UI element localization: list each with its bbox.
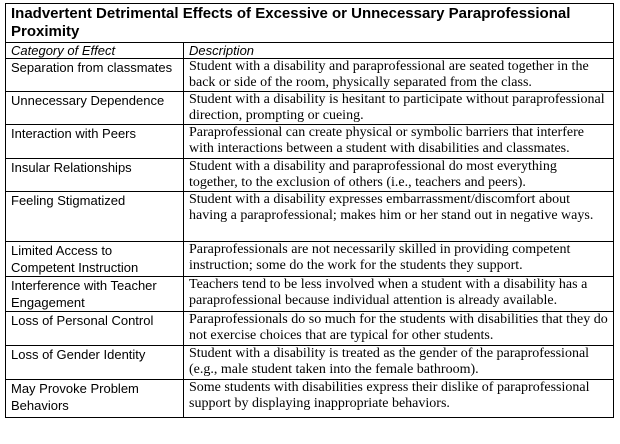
description-cell: Student with a disability expresses embarrassment/discomfort about having a paraprofessional; makes him or her stand out in negative ways. [184, 192, 614, 242]
description-cell: Student with a disability is hesitant to participate without paraprofessional direction, prompting or cueing. [184, 92, 614, 125]
table-row [6, 192, 614, 242]
table-row [6, 277, 614, 312]
category-cell: Feeling Stigmatized [6, 192, 184, 242]
table-row [6, 59, 614, 92]
description-cell: Paraprofessionals are not necessarily skilled in providing competent instruction; some do the work for the students they support. [184, 242, 614, 277]
description-cell: Paraprofessional can create physical or symbolic barriers that interfere with interactions between a student with disabilities and classmates. [184, 125, 614, 159]
table-row [6, 346, 614, 380]
effects-table [5, 3, 614, 418]
category-cell: Limited Access to Competent Instruction [6, 242, 184, 277]
table-title: Inadvertent Detrimental Effects of Excessive or Unnecessary Paraprofessional Proximity [6, 4, 614, 43]
table-row [6, 159, 614, 192]
table-header-row [6, 43, 614, 59]
category-cell: May Provoke Problem Behaviors [6, 380, 184, 418]
table-row [6, 242, 614, 277]
description-cell: Student with a disability is treated as the gender of the paraprofessional (e.g., male student taken into the female bathroom). [184, 346, 614, 380]
table-title-row [6, 4, 614, 43]
category-cell: Interference with Teacher Engagement [6, 277, 184, 312]
description-cell: Paraprofessionals do so much for the students with disabilities that they do not exercise choices that are typical for other students. [184, 312, 614, 346]
category-cell: Unnecessary Dependence [6, 92, 184, 125]
column-header-category: Category of Effect [6, 43, 184, 59]
category-cell: Separation from classmates [6, 59, 184, 92]
category-cell: Loss of Personal Control [6, 312, 184, 346]
description-cell: Teachers tend to be less involved when a student with a disability has a paraprofessional because individual attention is already available. [184, 277, 614, 312]
table-row [6, 125, 614, 159]
category-cell: Insular Relationships [6, 159, 184, 192]
table-row [6, 380, 614, 418]
description-cell: Some students with disabilities express their dislike of paraprofessional support by displaying inappropriate behaviors. [184, 380, 614, 418]
description-cell: Student with a disability and paraprofessional are seated together in the back or side of the room, physically separated from the class. [184, 59, 614, 92]
table-row [6, 92, 614, 125]
column-header-description: Description [184, 43, 614, 59]
category-cell: Interaction with Peers [6, 125, 184, 159]
table-row [6, 312, 614, 346]
description-cell: Student with a disability and paraprofessional do most everything together, to the exclusion of others (i.e., teachers and peers). [184, 159, 614, 192]
category-cell: Loss of Gender Identity [6, 346, 184, 380]
